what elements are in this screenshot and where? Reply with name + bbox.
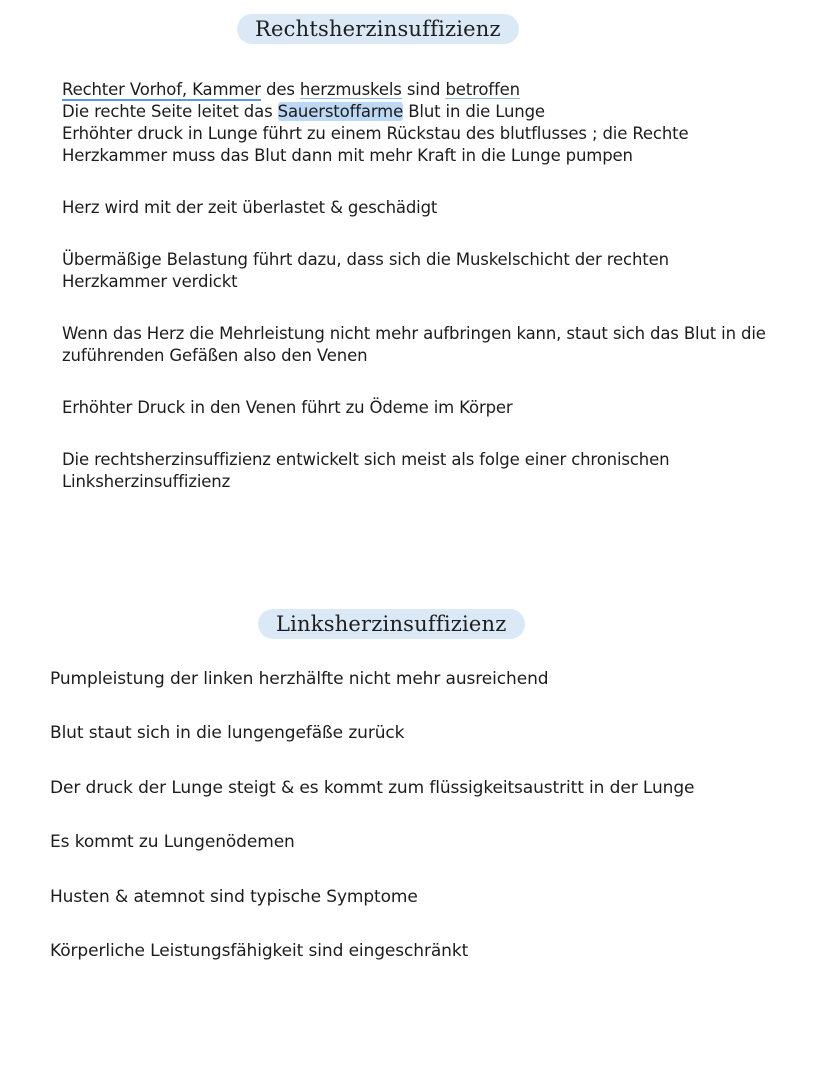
text-fragment: Blut in die Lunge: [403, 102, 545, 121]
section-title-linksherzinsuffizienz: Linksherzinsuffizienz: [258, 609, 525, 639]
text-fragment: sind: [401, 80, 446, 99]
highlighted-word: Sauerstoffarme: [277, 102, 404, 121]
text-line: Husten & atemnot sind typische Symptome: [50, 886, 418, 907]
text-line: Herzkammer verdickt: [62, 272, 238, 291]
text-line: Wenn das Herz die Mehrleistung nicht mehr aufbringen kann, staut sich das Blut in die: [62, 324, 766, 343]
paragraph-gap: [62, 293, 802, 323]
text-line: Blut staut sich in die lungengefäße zurück: [50, 723, 405, 744]
text-line: Es kommt zu Lungenödemen: [50, 832, 295, 853]
paragraph-gap: [62, 219, 802, 249]
paragraph-gap: [62, 167, 802, 197]
text-line: Linksherzinsuffizienz: [62, 472, 231, 491]
paragraph-gap: [62, 367, 802, 397]
text-line: Übermäßige Belastung führt dazu, dass sich die Muskelschicht der rechten: [62, 250, 669, 269]
text-fragment: Die rechte Seite leitet das: [62, 102, 278, 121]
text-line: zuführenden Gefäßen also den Venen: [62, 346, 368, 365]
text-line: Erhöhter Druck in den Venen führt zu Ödeme im Körper: [62, 398, 513, 417]
text-line: Herz wird mit der zeit überlastet & geschädigt: [62, 198, 438, 217]
text-line: Die rechtsherzinsuffizienz entwickelt sich meist als folge einer chronischen: [62, 450, 670, 469]
text-line: Herzkammer muss das Blut dann mit mehr Kraft in die Lunge pumpen: [62, 146, 633, 165]
section-rechtsherzinsuffizienz: [62, 79, 802, 493]
text-line: Pumpleistung der linken herzhälfte nicht mehr ausreichend: [50, 669, 549, 689]
text-line: [62, 79, 802, 101]
section-linksherzinsuffizienz: [50, 667, 810, 993]
section-title-rechtsherzinsuffizienz: Rechtsherzinsuffizienz: [237, 14, 519, 44]
underlined-phrase: Rechter Vorhof, Kammer: [62, 80, 261, 99]
ink-underlined-word: herzmuskels: [299, 80, 402, 99]
text-line: Der druck der Lunge steigt & es kommt zum flüssigkeitsaustritt in der Lunge: [50, 777, 695, 798]
text-fragment: des: [260, 80, 300, 99]
paragraph-gap: [62, 419, 802, 449]
text-line: Körperliche Leistungsfähigkeit sind eingeschränkt: [50, 940, 469, 961]
text-line: [62, 101, 802, 123]
ink-underlined-word: betroffen: [445, 80, 520, 99]
text-line: Erhöhter druck in Lunge führt zu einem Rückstau des blutflusses ; die Rechte: [62, 124, 689, 143]
